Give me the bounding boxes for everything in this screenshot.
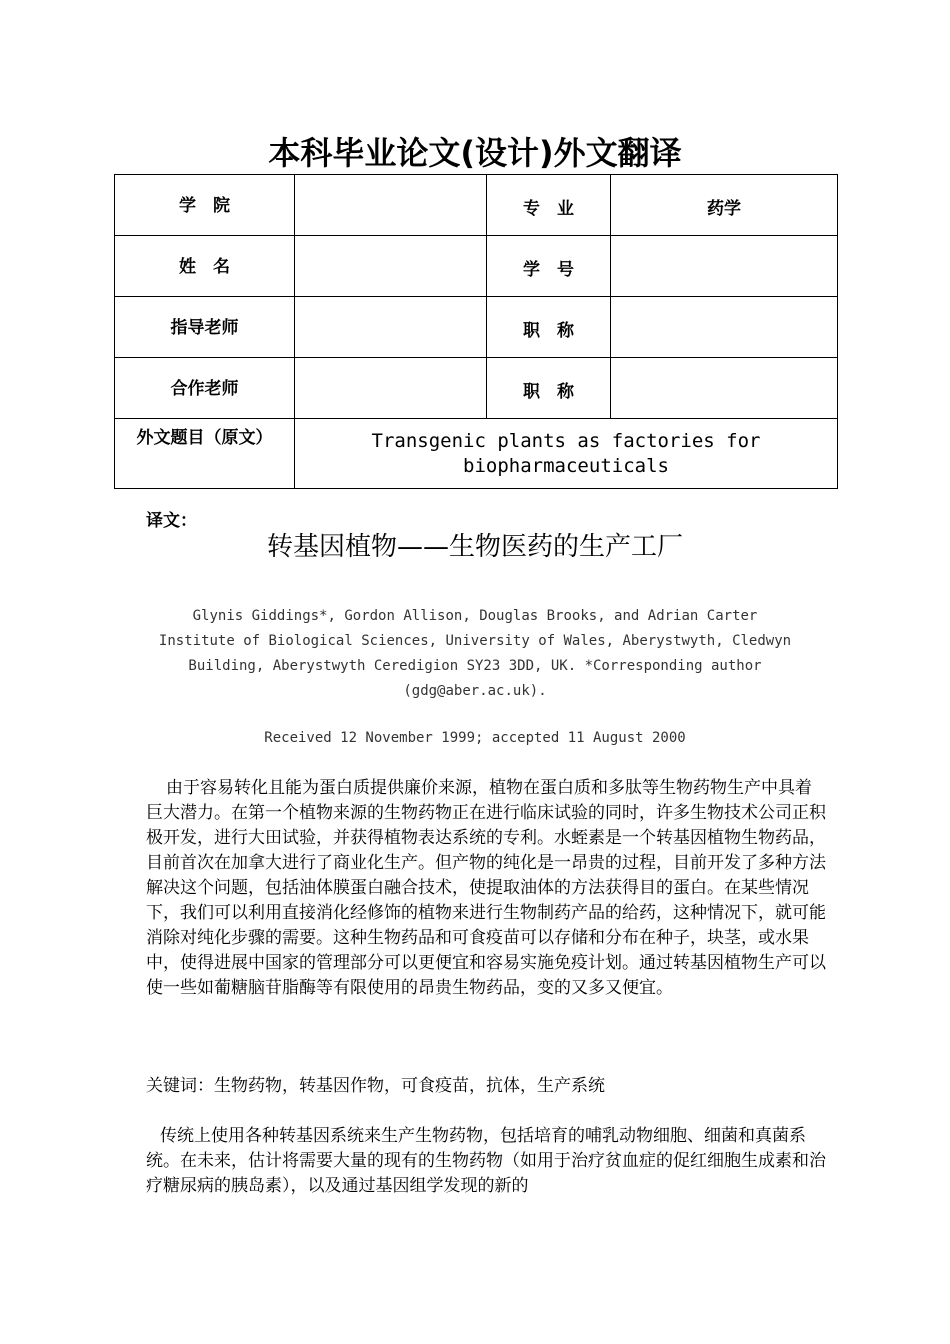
table-row (115, 419, 838, 489)
translated-title: 转基因植物——生物医药的生产工厂 (266, 532, 683, 562)
student-id-label: 学 号 (487, 236, 611, 297)
table-row (115, 358, 838, 419)
page-title: 本科毕业论文(设计)外文翻译 (268, 134, 682, 172)
advisor-value (295, 297, 487, 358)
translation-label: 译文： (146, 511, 197, 531)
advisor-title-label: 职 称 (487, 297, 611, 358)
abstract-paragraph: 由于容易转化且能为蛋白质提供廉价来源，植物在蛋白质和多肽等生物药物生产中具着巨大潜力。在第一个植物来源的生物药物正在进行临床试验的同时，许多生物技术公司正积极开发，进行大田试验，并获得植物表达系统的专利。水蛭素是一个转基因植物生物药品，目前首次在加拿大进行了商业化生产。但产物的纯化是一昂贵的过程，目前开发了多种方法解决这个问题，包括油体膜蛋白融合技术，使提取油体的方法获得目的蛋白。在某些情况下，我们可以利用直接消化经修饰的植物来进行生物制药产品的给药，这种情况下，就可能消除对纯化步骤的需要。这种生物药品和可食疫苗可以存储和分布在种子，块茎，或水果中，使得进展中国家的管理部分可以更便宜和容易实施免疫计划。通过转基因植物生产可以使一些如葡糖脑苷脂酶等有限使用的昂贵生物药品，变的又多又便宜。 (146, 778, 826, 998)
student-id-value (611, 236, 838, 297)
coadvisor-title-label: 职 称 (487, 358, 611, 419)
college-label: 学 院 (115, 175, 295, 236)
college-value (295, 175, 487, 236)
received-date: Received 12 November 1999; accepted 11 August 2000 (264, 730, 686, 746)
table-row (115, 175, 838, 236)
keywords: 关键词：生物药物，转基因作物，可食疫苗，抗体，生产系统 (146, 1076, 605, 1096)
name-label: 姓 名 (115, 236, 295, 297)
major-label: 专 业 (487, 175, 611, 236)
major-value: 药学 (611, 175, 838, 236)
authors-affiliation: Glynis Giddings*, Gordon Allison, Douglas Brooks, and Adrian Carter Institute of Biological Sciences, University of Wales, Aberystwyth, Cledwyn Building, Aberystwyth Ceredigion SY23 3DD, UK. *Corresponding author (gdg@aber.ac.uk). (158, 608, 792, 699)
info-table (114, 174, 838, 489)
advisor-label: 指导老师 (115, 297, 295, 358)
foreign-title-value: Transgenic plants as factories for biopharmaceuticals (295, 419, 838, 489)
foreign-title-label: 外文题目（原文） (115, 419, 295, 489)
body-paragraph: 传统上使用各种转基因系统来生产生物药物，包括培育的哺乳动物细胞、细菌和真菌系统。在未来，估计将需要大量的现有的生物药物（如用于治疗贫血症的促红细胞生成素和治疗糖尿病的胰岛素），以及通过基因组学发现的新的 (146, 1126, 826, 1196)
coadvisor-label: 合作老师 (115, 358, 295, 419)
name-value (295, 236, 487, 297)
advisor-title-value (611, 297, 838, 358)
coadvisor-title-value (611, 358, 838, 419)
table-row (115, 297, 838, 358)
coadvisor-value (295, 358, 487, 419)
table-row (115, 236, 838, 297)
